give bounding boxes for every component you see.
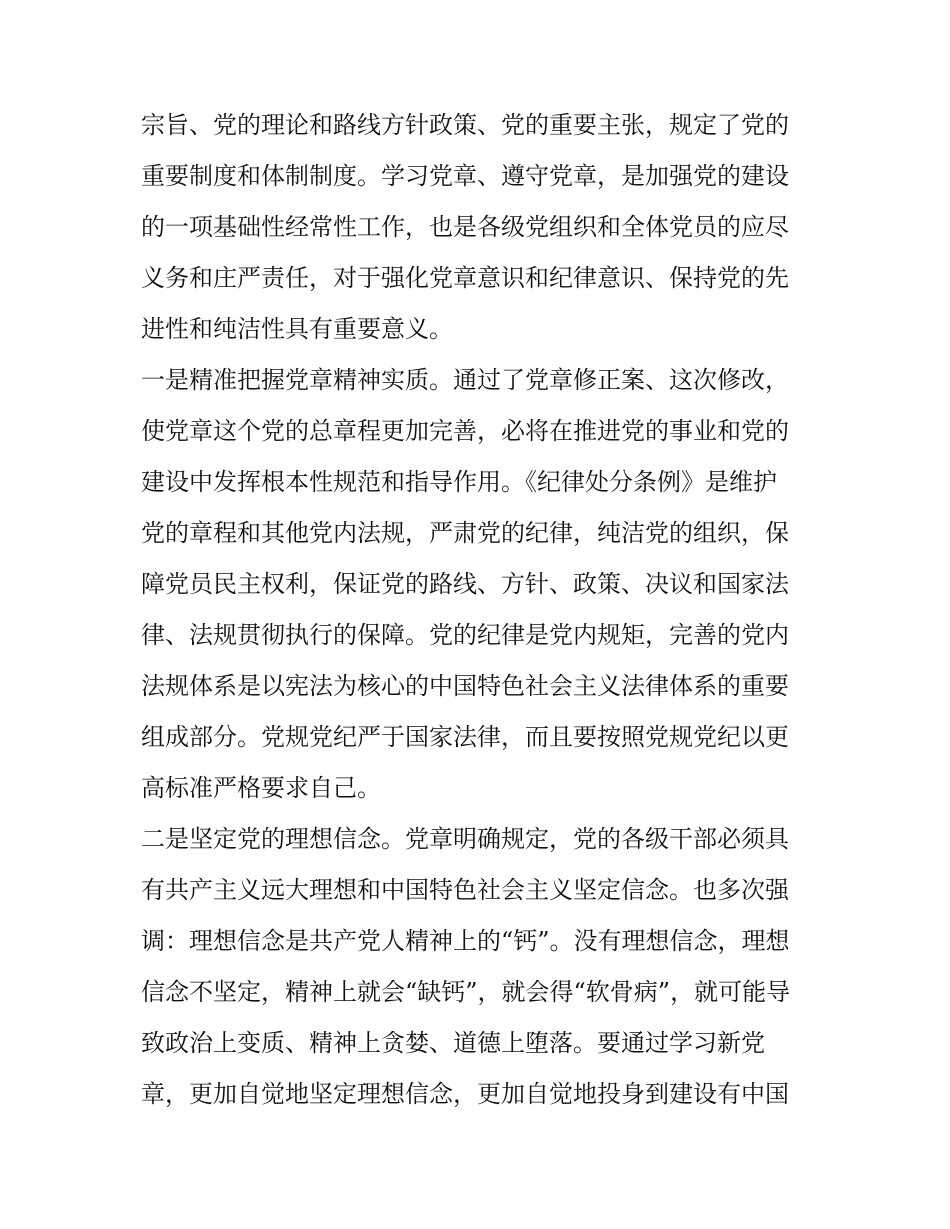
text-line-19: 致政治上变质、精神上贪婪、道德上堕落。要通过学习新党 [141, 1029, 765, 1057]
text-line-5: 进性和纯洁性具有重要意义。 [141, 315, 453, 343]
text-line-1: 宗旨、党的理论和路线方针政策、党的重要主张，规定了党的 [141, 111, 789, 139]
text-line-9: 党的章程和其他党内法规，严肃党的纪律，纯洁党的组织，保 [141, 519, 789, 547]
text-line-20: 章，更加自觉地坚定理想信念，更加自觉地投身到建设有中国 [141, 1080, 789, 1108]
text-line-6: 一是精准把握党章精神实质。通过了党章修正案、这次修改， [141, 366, 789, 394]
text-line-2: 重要制度和体制制度。学习党章、遵守党章，是加强党的建设 [141, 162, 789, 190]
text-line-17: 调：理想信念是共产党人精神上的“钙”。没有理想信念，理想 [141, 927, 790, 955]
text-line-10: 障党员民主权利，保证党的路线、方针、政策、决议和国家法 [141, 570, 789, 598]
text-line-18: 信念不坚定，精神上就会“缺钙”，就会得“软骨病”，就可能导 [141, 978, 791, 1006]
text-line-15: 二是坚定党的理想信念。党章明确规定，党的各级干部必须具 [141, 825, 789, 853]
text-line-4: 义务和庄严责任，对于强化党章意识和纪律意识、保持党的先 [141, 264, 789, 292]
text-line-12: 法规体系是以宪法为核心的中国特色社会主义法律体系的重要 [141, 672, 789, 700]
text-line-11: 律、法规贯彻执行的保障。党的纪律是党内规矩，完善的党内 [141, 621, 789, 649]
text-line-7: 使党章这个党的总章程更加完善，必将在推进党的事业和党的 [141, 417, 789, 445]
text-line-3: 的一项基础性经常性工作，也是各级党组织和全体党员的应尽 [141, 213, 789, 241]
text-line-13: 组成部分。党规党纪严于国家法律，而且要按照党规党纪以更 [141, 723, 789, 751]
text-line-16: 有共产主义远大理想和中国特色社会主义坚定信念。也多次强 [141, 876, 789, 904]
text-line-14: 高标准严格要求自己。 [141, 774, 381, 802]
text-line-8: 建设中发挥根本性规范和指导作用。《纪律处分条例》是维护 [141, 468, 777, 496]
